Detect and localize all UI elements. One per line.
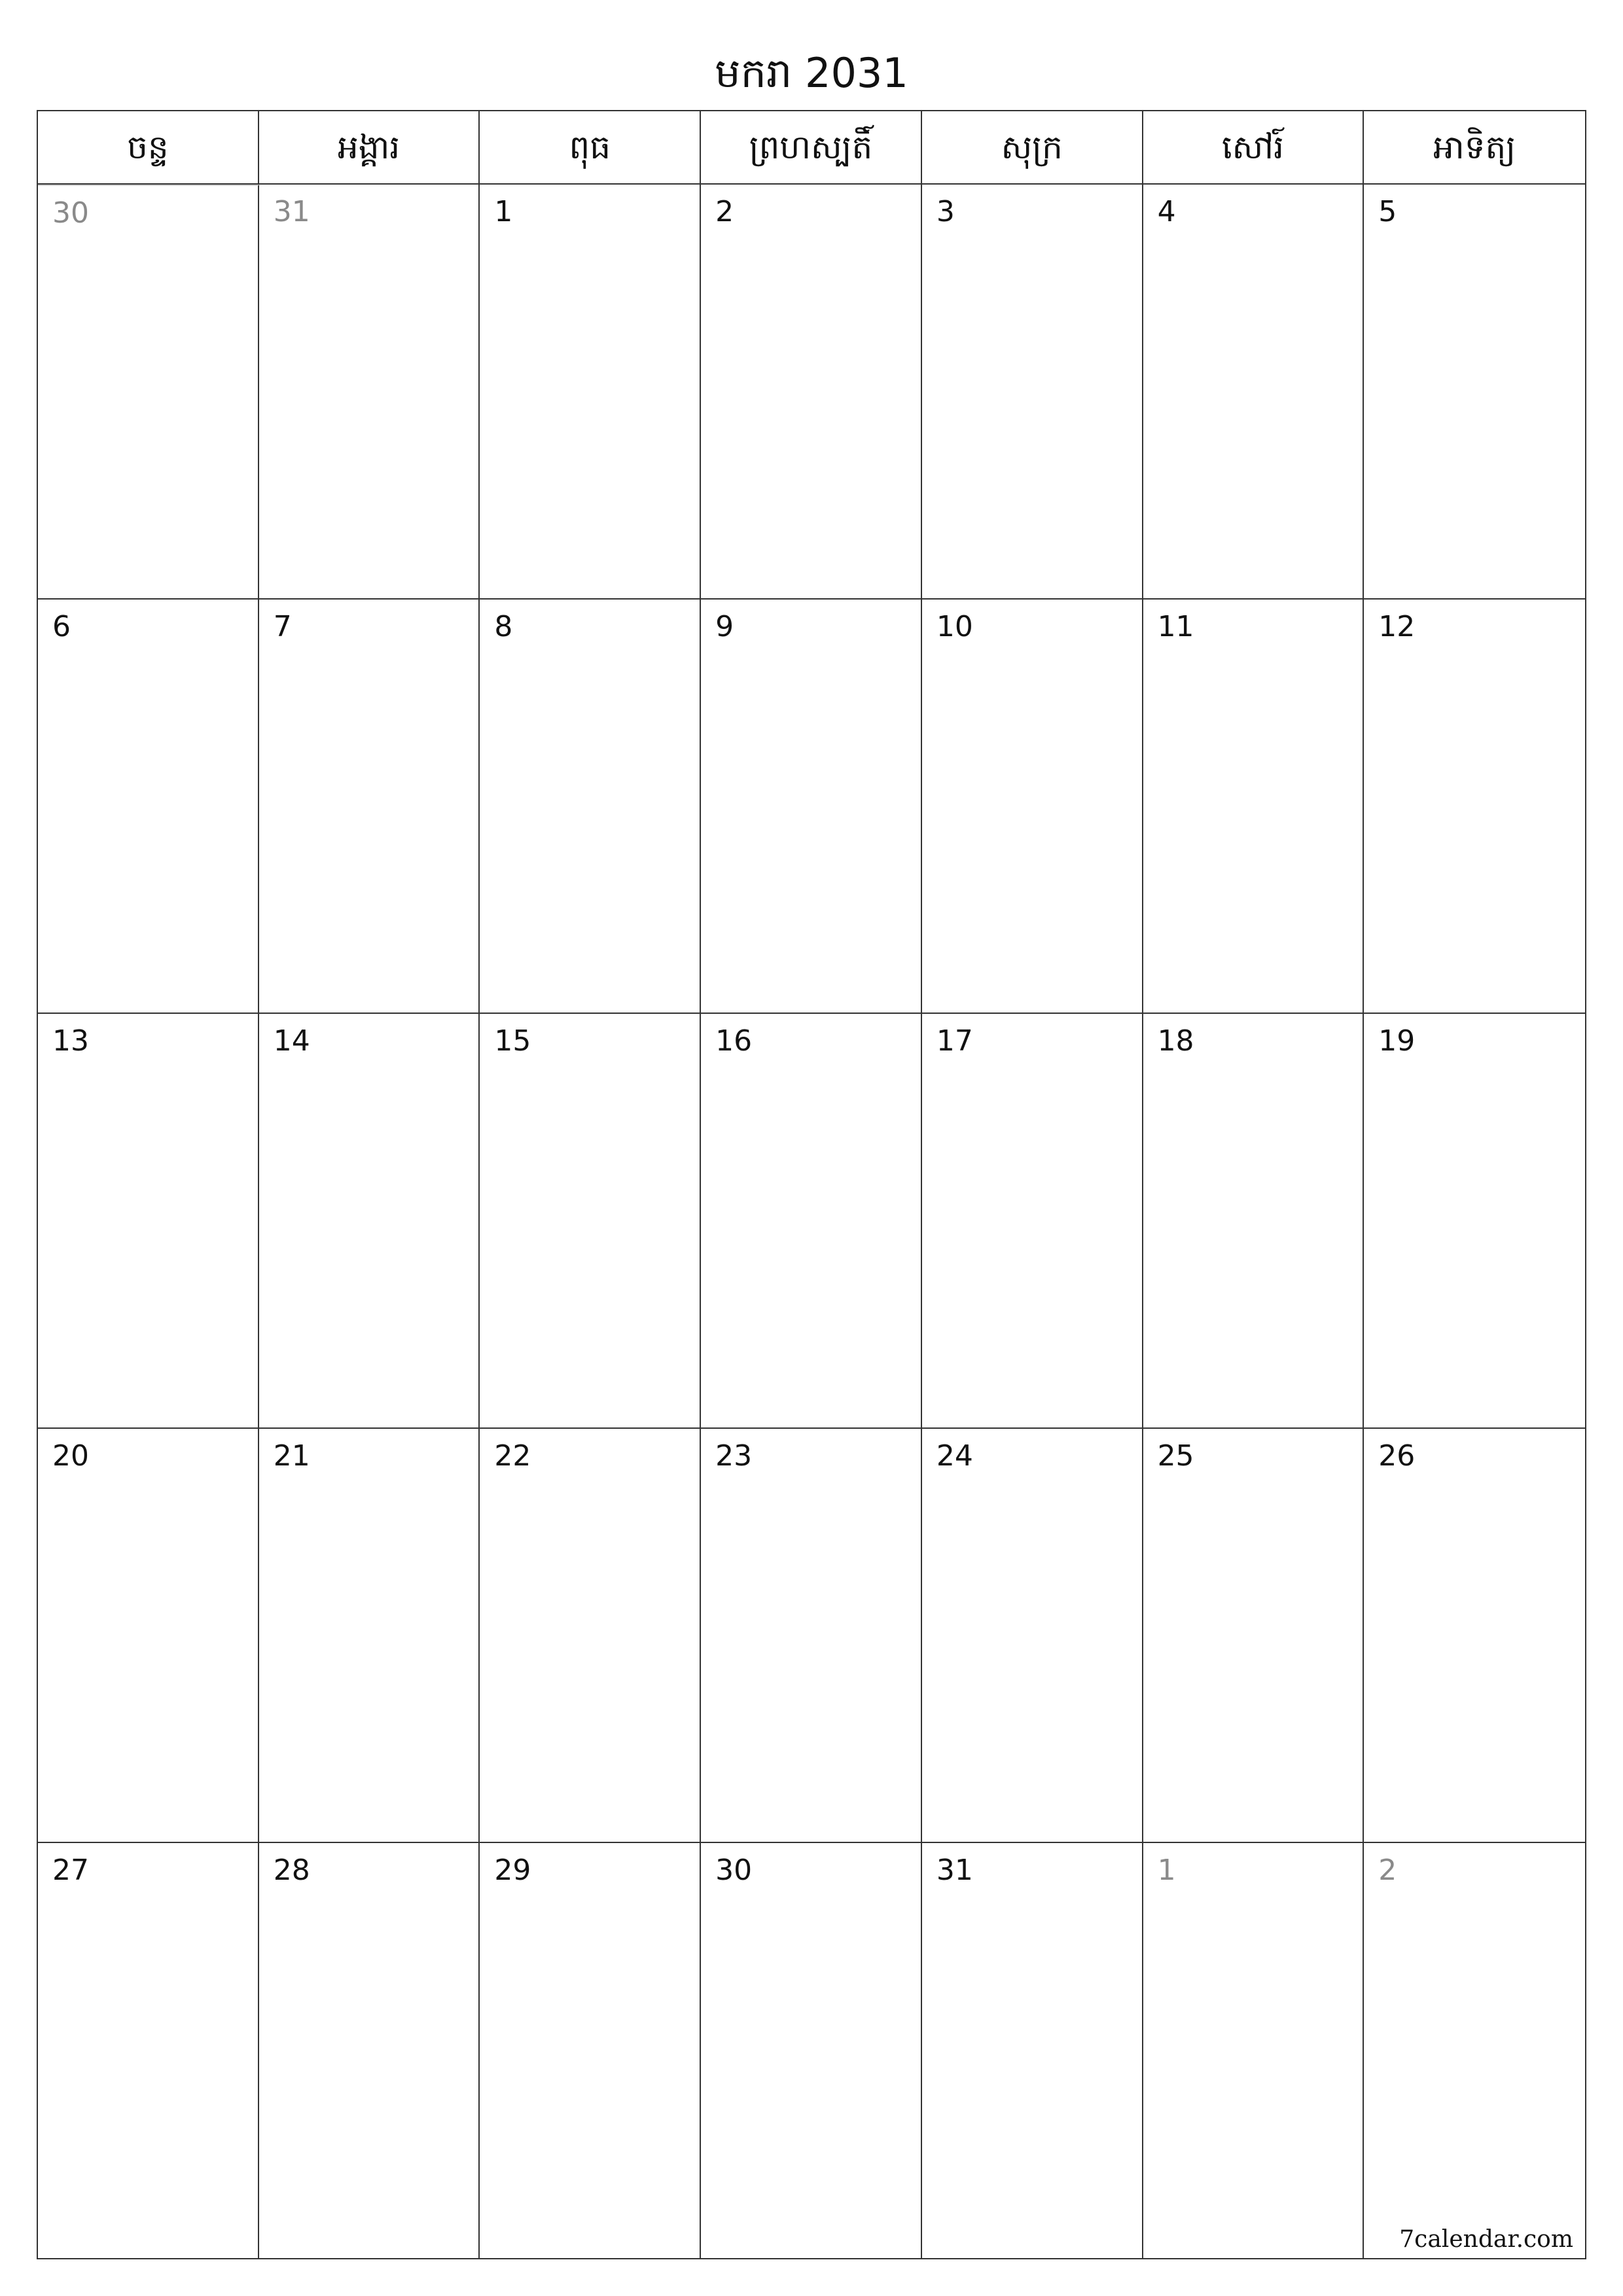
- day-number: 26: [1378, 1439, 1416, 1473]
- day-cell: [1143, 1014, 1364, 1429]
- day-number: 23: [715, 1439, 753, 1473]
- day-number: 1: [494, 195, 513, 228]
- day-number: 24: [936, 1439, 973, 1473]
- day-number-adjacent-month: 30: [52, 196, 89, 230]
- day-cell: [1364, 185, 1585, 600]
- day-number: 12: [1378, 609, 1416, 643]
- day-number: 6: [52, 609, 71, 643]
- day-number: 30: [715, 1854, 753, 1888]
- weekday-saturday: សៅរ៍: [1143, 111, 1364, 183]
- day-number: 18: [1157, 1024, 1194, 1058]
- day-number: 8: [494, 609, 513, 643]
- day-cell: [480, 1014, 701, 1429]
- day-cell: [259, 1843, 480, 2258]
- day-cell: [38, 1014, 259, 1429]
- weekday-sunday: អាទិត្យ: [1433, 128, 1516, 166]
- day-cell: [1364, 600, 1585, 1014]
- month-calendar: [37, 110, 1586, 2259]
- day-number: 17: [936, 1024, 973, 1058]
- day-number-adjacent-month: 31: [273, 195, 310, 228]
- brand-footer: 7calendar.com: [1399, 2226, 1573, 2253]
- day-cell: [1143, 185, 1364, 600]
- day-cell: [38, 600, 259, 1014]
- day-number: 31: [936, 1854, 973, 1888]
- day-cell: [922, 1429, 1143, 1844]
- day-cell: [259, 185, 480, 600]
- day-cell: [480, 600, 701, 1014]
- day-number: 20: [52, 1439, 89, 1473]
- day-number: 15: [494, 1024, 531, 1058]
- day-number: 22: [494, 1439, 531, 1473]
- weekday-tuesday: អង្គារ: [259, 111, 480, 183]
- weekday-friday: សុក្រ: [922, 111, 1143, 183]
- day-number: 5: [1378, 195, 1397, 228]
- day-number: 19: [1378, 1024, 1416, 1058]
- day-number: 3: [936, 195, 955, 228]
- day-number: 4: [1157, 195, 1176, 228]
- day-cell: [480, 1429, 701, 1844]
- weekday-wednesday: ពុធ: [480, 111, 701, 183]
- day-number: 28: [273, 1854, 310, 1888]
- day-cell: [259, 1429, 480, 1844]
- day-cell: [701, 1429, 922, 1844]
- day-number: 11: [1157, 609, 1194, 643]
- day-cell: [259, 600, 480, 1014]
- day-cell: [38, 1843, 259, 2258]
- day-cell: [922, 600, 1143, 1014]
- day-number: 2: [715, 195, 734, 228]
- day-number: 16: [715, 1024, 753, 1058]
- day-number: 14: [273, 1024, 310, 1058]
- day-cell: [701, 185, 922, 600]
- day-cell: [38, 1429, 259, 1844]
- day-cell: [1364, 1843, 1585, 2258]
- day-number-adjacent-month: 1: [1157, 1854, 1176, 1888]
- day-cell: [38, 185, 259, 600]
- day-cell: [701, 1014, 922, 1429]
- day-cell: [922, 1843, 1143, 2258]
- day-cell: [259, 1014, 480, 1429]
- day-cell: [480, 185, 701, 600]
- day-number-adjacent-month: 2: [1378, 1854, 1397, 1888]
- weekday-thursday: ព្រហស្បតិ៍: [701, 111, 922, 183]
- day-cell: [701, 600, 922, 1014]
- day-cell: [480, 1843, 701, 2258]
- day-number: 27: [52, 1854, 89, 1888]
- weekday-monday: ចន្ទ: [38, 111, 259, 183]
- day-grid: [38, 185, 1585, 2258]
- day-cell: [1143, 1429, 1364, 1844]
- day-cell: [922, 185, 1143, 600]
- weekday-header-row: [38, 111, 1585, 185]
- day-number: 9: [715, 609, 734, 643]
- day-cell: [1143, 1843, 1364, 2258]
- day-number: 29: [494, 1854, 531, 1888]
- day-cell: [1143, 600, 1364, 1014]
- day-cell: [701, 1843, 922, 2258]
- day-number: 10: [936, 609, 973, 643]
- day-number: 21: [273, 1439, 310, 1473]
- page-title: មករា 2031: [715, 49, 908, 97]
- day-cell: [922, 1014, 1143, 1429]
- day-number: 25: [1157, 1439, 1194, 1473]
- day-number: 13: [52, 1024, 89, 1058]
- day-number: 7: [273, 609, 292, 643]
- day-cell: [1364, 1014, 1585, 1429]
- day-cell: [1364, 1429, 1585, 1844]
